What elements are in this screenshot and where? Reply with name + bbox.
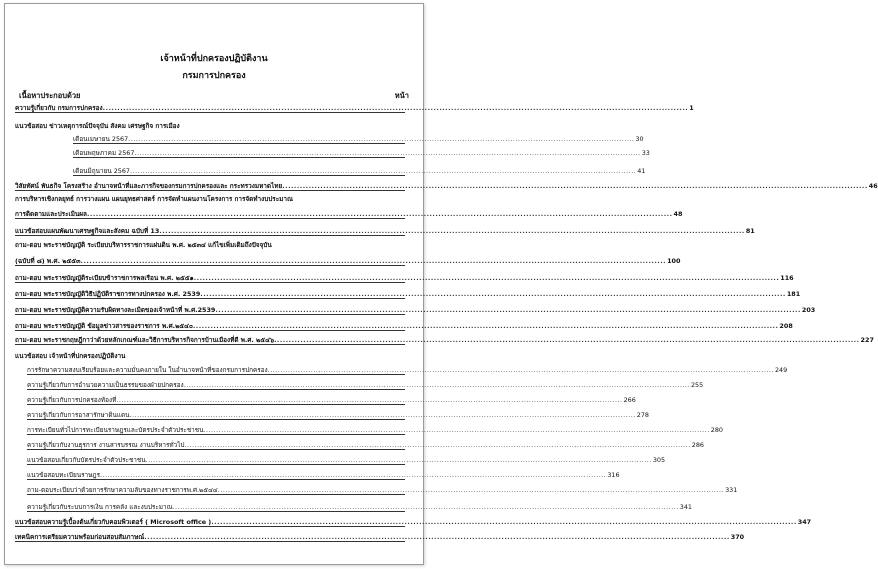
toc-leader-dots: ........................................................................................................................................................................................................: [267, 366, 774, 374]
toc-entry-title: ความรู้เกี่ยวกับการปกครองท้องที่: [27, 396, 117, 404]
toc-leader-dots: ........................................................................................................................................................................................................: [203, 426, 710, 434]
toc-entry-page: 341: [679, 503, 692, 511]
toc-entry-page: 46: [868, 182, 878, 190]
toc-entry-title: ความรู้เกี่ยวกับระบบการเงิน การคลัง และงบประมาณ: [27, 503, 173, 511]
toc-entry-title: ถาม-ตอบ พระราชบัญญัติ ข้อมูลข่าวสารของราชการ พ.ศ.๒๕๔๐: [15, 322, 193, 330]
toc-leader-dots: ........................................................................................................................................................................................................: [86, 210, 673, 218]
toc-entry: [27, 435, 704, 450]
toc-entry-page: 305: [652, 456, 666, 464]
toc-header-page: หน้า: [394, 91, 409, 100]
toc-leader-dots: ........................................................................................................................................................................................................: [215, 306, 801, 314]
toc-leader-dots: ........................................................................................................................................................................................................: [172, 503, 679, 511]
toc-entry-title: แนวข้อสอบความรู้เบื้องต้นเกี่ยวกับคอมพิวเตอร์ ( Microsoft office ): [15, 518, 212, 526]
toc-entry: [27, 465, 620, 480]
toc-entry-page: 41: [637, 167, 646, 175]
toc-entry-title: การทะเบียนทั่วไปการทะเบียนราษฎรและบัตรประจำตัวประชาชน: [27, 426, 204, 434]
toc-entry-title: ความรู้เกี่ยวกับงานธุรการ งานสารบรรณ งานบริหารทั่วไป: [27, 441, 185, 449]
table-of-contents: [15, 100, 878, 542]
toc-entry-title: แนวข้อสอบแผนพัฒนาเศรษฐกิจและสังคม ฉบับที่ 13: [15, 227, 160, 235]
toc-entry: [15, 113, 405, 130]
toc-entry-page: 116: [780, 274, 794, 282]
toc-entry-page: 316: [607, 471, 620, 479]
toc-entry: [27, 450, 666, 465]
toc-entry-page: 33: [641, 149, 650, 157]
toc-entry: [15, 249, 681, 266]
toc-entry-title: แนวข้อสอบทะเบียนราษฎร: [27, 471, 101, 479]
toc-entry-page: 266: [623, 396, 636, 404]
toc-entry-page: 208: [779, 322, 793, 330]
toc-entry-page: 255: [690, 381, 704, 389]
toc-entry: [73, 158, 646, 176]
toc-leader-dots: ........................................................................................................................................................................................................: [184, 441, 691, 449]
toc-entry: [27, 480, 738, 495]
toc-entry-page: 100: [667, 257, 681, 265]
toc-entry-title: เทคนิคการเตรียมความพร้อมก่อนสอบสัมภาษณ์: [15, 533, 145, 541]
toc-leader-dots: ........................................................................................................................................................................................................: [116, 396, 623, 404]
toc-leader-dots: ........................................................................................................................................................................................................: [129, 411, 636, 419]
toc-leader-dots: ........................................................................................................................................................................................................: [102, 104, 689, 112]
toc-entry-title: (ฉบับที่ ๘) พ.ศ. ๒๕๕๓: [15, 257, 81, 265]
toc-leader-dots: ........................................................................................................................................................................................................: [211, 518, 797, 526]
toc-entry: [15, 331, 874, 345]
toc-leader-dots: ........................................................................................................................................................................................................: [193, 274, 780, 282]
toc-leader-dots: ........................................................................................................................................................................................................: [144, 533, 730, 541]
toc-entry: [15, 345, 405, 360]
toc-entry-page: 331: [725, 486, 738, 494]
toc-entry-page: 203: [801, 306, 816, 314]
toc-entry-page: 347: [797, 518, 812, 526]
toc-entry-title: แนวข้อสอบ เจ้าหน้าที่ปกครองปฏิบัติงาน: [15, 352, 126, 360]
toc-entry: [15, 100, 694, 113]
toc-entry: [27, 405, 649, 420]
toc-header-contents: เนื้อหาประกอบด้วย: [19, 91, 81, 100]
toc-entry: [73, 130, 644, 144]
toc-leader-dots: ........................................................................................................................................................................................................: [282, 182, 868, 190]
toc-entry-title: ถาม-ตอบระเบียบว่าด้วยการรักษาความลับของทางราชการพ.ศ.๒๕๔๔: [27, 486, 218, 494]
toc-entry: [27, 390, 636, 405]
toc-leader-dots: ........................................................................................................................................................................................................: [80, 257, 667, 265]
toc-entry-title: ถาม-ตอบ พระราชบัญญัติ ระเบียบบริหารราชการแผ่นดิน พ.ศ. ๒๕๓๔ แก้ไขเพิ่มเติมถึงปัจจุบัน: [15, 241, 272, 249]
toc-entry-page: 81: [745, 227, 755, 235]
toc-entry: [15, 176, 878, 191]
toc-entry: [15, 236, 405, 249]
toc-entry-title: ถาม-ตอบ พระราชบัญญัติความรับผิดทางละเมิดของเจ้าหน้าที่ พ.ศ.2539: [15, 306, 216, 314]
toc-entry-title: ความรู้เกี่ยวกับการอำนวยความเป็นธรรมของฝ่ายปกครอง: [27, 381, 184, 389]
toc-entry: [27, 495, 692, 512]
toc-entry: [15, 283, 801, 299]
toc-entry-page: 1: [689, 104, 694, 112]
toc-leader-dots: ........................................................................................................................................................................................................: [183, 381, 690, 389]
toc-entry-title: ความรู้เกี่ยวกับ กรมการปกครอง: [15, 104, 103, 112]
toc-entry-title: ความรู้เกี่ยวกับการอาสารักษาดินแดน: [27, 411, 130, 419]
toc-entry-page: 286: [691, 441, 704, 449]
toc-entry: [15, 527, 745, 542]
toc-leader-dots: ........................................................................................................................................................................................................: [130, 167, 637, 175]
toc-entry-title: แนวข้อสอบเกี่ยวกับบัตรประจำตัวประชาชน: [27, 456, 146, 464]
toc-entry-page: 249: [774, 366, 788, 374]
toc-leader-dots: ........................................................................................................................................................................................................: [134, 149, 641, 157]
toc-entry: [27, 360, 788, 375]
toc-entry-page: 48: [673, 210, 683, 218]
toc-leader-dots: ........................................................................................................................................................................................................: [145, 456, 652, 464]
toc-leader-dots: ........................................................................................................................................................................................................: [217, 486, 725, 494]
toc-leader-dots: ........................................................................................................................................................................................................: [100, 471, 607, 479]
toc-entry: [15, 299, 816, 315]
toc-entry: [15, 512, 812, 527]
toc-leader-dots: ........................................................................................................................................................................................................: [200, 290, 786, 298]
toc-leader-dots: ........................................................................................................................................................................................................: [128, 135, 635, 143]
toc-entry-title: เดือนเมษายน 2567: [73, 135, 129, 143]
toc-entry-title: การบริหารเชิงกลยุทธ์ การวางแผน แผนยุทธศาสตร์ การจัดทำแผนงานโครงการ การจัดทำงบประมาณ: [15, 195, 293, 203]
toc-entry: [15, 266, 794, 283]
toc-leader-dots: ........................................................................................................................................................................................................: [274, 336, 860, 344]
toc-entry-page: 280: [710, 426, 723, 434]
toc-entry-page: 278: [636, 411, 649, 419]
toc-leader-dots: ........................................................................................................................................................................................................: [192, 322, 779, 330]
toc-entry-page: 30: [635, 135, 644, 143]
toc-entry: [15, 203, 683, 219]
toc-entry-page: 181: [786, 290, 801, 298]
toc-entry-title: เดือนมิถุนายน 2567: [73, 167, 130, 175]
toc-entry-title: เดือนพฤษภาคม 2567: [73, 149, 135, 157]
toc-entry-page: 370: [730, 533, 745, 541]
toc-entry: [27, 375, 704, 390]
document-subtitle: กรมการปกครอง: [182, 71, 246, 81]
toc-entry-title: วิสัยทัศน์ พันธกิจ โครงสร้าง อำนาจหน้าที่และภารกิจของกรมการปกครองและ กระทรวงมหาดไทย: [15, 182, 283, 190]
toc-entry: [15, 315, 793, 331]
toc-entry-title: การรักษาความสงบเรียบร้อยและความมั่นคงภายใน ในอำนาจหน้าที่ของกรมการปกครอง: [27, 366, 268, 374]
toc-entry-page: 227: [860, 336, 874, 344]
document-title: เจ้าหน้าที่ปกครองปฏิบัติงาน: [160, 54, 268, 64]
toc-entry-title: ถาม-ตอบ พระราชบัญญัติวิธีปฏิบัติราชการทางปกครอง พ.ศ. 2539: [15, 290, 201, 298]
toc-entry: [15, 219, 755, 236]
toc-leader-dots: ........................................................................................................................................................................................................: [159, 227, 745, 235]
toc-entry-title: การติดตามและประเมินผล: [15, 210, 87, 218]
toc-entry-title: ถาม-ตอบ พระราชกฤษฎีกาว่าด้วยหลักเกณฑ์และวิธีการบริหารกิจการบ้านเมืองที่ดี พ.ศ. ๒๕๔๖: [15, 336, 274, 344]
toc-entry-title: แนวข้อสอบ ข่าวเหตุการณ์ปัจจุบัน สังคม เศรษฐกิจ การเมือง: [15, 122, 180, 130]
toc-entry: [27, 420, 723, 435]
toc-entry-title: ถาม-ตอบ พระราชบัญญัติระเบียบข้าราชการพลเรือน พ.ศ. ๒๕๕๑: [15, 274, 194, 282]
toc-entry: [73, 144, 650, 158]
toc-entry: [15, 191, 405, 203]
document-page: [4, 3, 878, 565]
